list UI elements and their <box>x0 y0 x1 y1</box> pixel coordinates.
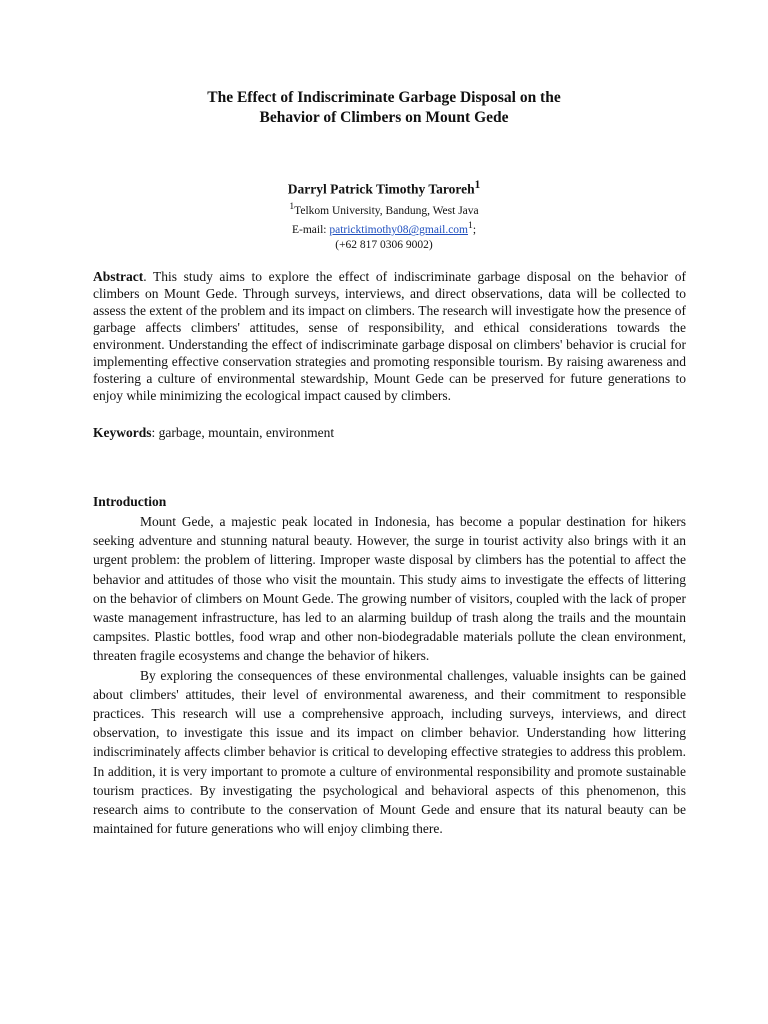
intro-paragraph-1: Mount Gede, a majestic peak located in Indonesia, has become a popular destination for hikers seeking adventure and stunning natural beauty. However, the surge in tourist activity also brings with it an urgent problem: the problem of littering. Improper waste disposal by climbers has the potential to affect the behavior and attitudes of those who visit the mountain. This study aims to investigate the effects of littering on the behavior of climbers on Mount Gede. The growing number of visitors, coupled with the lack of proper waste management infrastructure, has led to an alarming buildup of trash along the trails and the mountain campsites. Plastic bottles, food wrap and other non-biodegradable materials pollute the clean environment, threaten fragile ecosystems and change the behavior of hikers. <box>93 514 686 664</box>
email-superscript: 1 <box>468 220 473 232</box>
abstract <box>93 268 686 404</box>
introduction-heading: Introduction <box>93 494 167 509</box>
author-superscript: 1 <box>474 179 481 191</box>
phone-number: (+62 817 0306 9002) <box>335 239 433 252</box>
paper-title <box>0 88 768 128</box>
intro-paragraph-2: By exploring the consequences of these environmental challenges, valuable insights can be gained about climbers' attitudes, their level of environmental awareness, and their commitment to responsible practices. This research will use a comprehensive approach, including surveys, interviews, and direct observation, to investigate this issue and its impact on climber behavior. Understanding how littering indiscriminately affects climber behavior is critical to developing effective strategies to address this problem. In addition, it is very important to promote a culture of environmental responsibility and promote sustainable tourism practices. By investigating the psychological and behavioral aspects of this phenomenon, this research aims to contribute to the conservation of Mount Gede and ensure that its natural beauty can be maintained for future generations who will enjoy climbing there. <box>93 667 686 837</box>
abstract-label: Abstract <box>93 269 144 284</box>
keywords-text: : garbage, mountain, environment <box>151 425 335 440</box>
title-line-1: The Effect of Indiscriminate Garbage Disposal on the <box>207 89 561 106</box>
keywords <box>93 424 686 441</box>
affiliation-superscript: 1 <box>289 200 295 212</box>
author-block <box>0 176 768 253</box>
email-line: E-mail: patricktimothy08@gmail.com$^1$; <box>291 220 477 237</box>
email-link[interactable]: patricktimothy08@gmail.com <box>329 224 469 237</box>
abstract-text: . This study aims to explore the effect of indiscriminate garbage disposal on the behavior of climbers on Mount Gede. Through surveys, interviews, and direct observations, data will be collected to assess the extent of the problem and its impact on climbers. The research will investigate how the presence of garbage affects climbers' attitudes, sense of responsibility, and ethical considerations towards the environment. Understanding the effect of indiscriminate garbage disposal on climbers' behavior is crucial for implementing effective conservation strategies and promoting responsible tourism. By raising awareness and fostering a culture of environmental stewardship, Mount Gede can be preserved for future generations to enjoy while minimizing the ecological impact caused by climbers. <box>93 269 686 403</box>
keywords-label: Keywords <box>93 425 152 440</box>
title-line-2: Behavior of Climbers on Mount Gede <box>259 109 509 126</box>
author-name: Darryl Patrick Timothy Taroreh$^1$ <box>287 179 481 197</box>
introduction-body <box>93 512 686 838</box>
affiliation: $^1$Telkom University, Bandung, West Java <box>289 200 479 217</box>
